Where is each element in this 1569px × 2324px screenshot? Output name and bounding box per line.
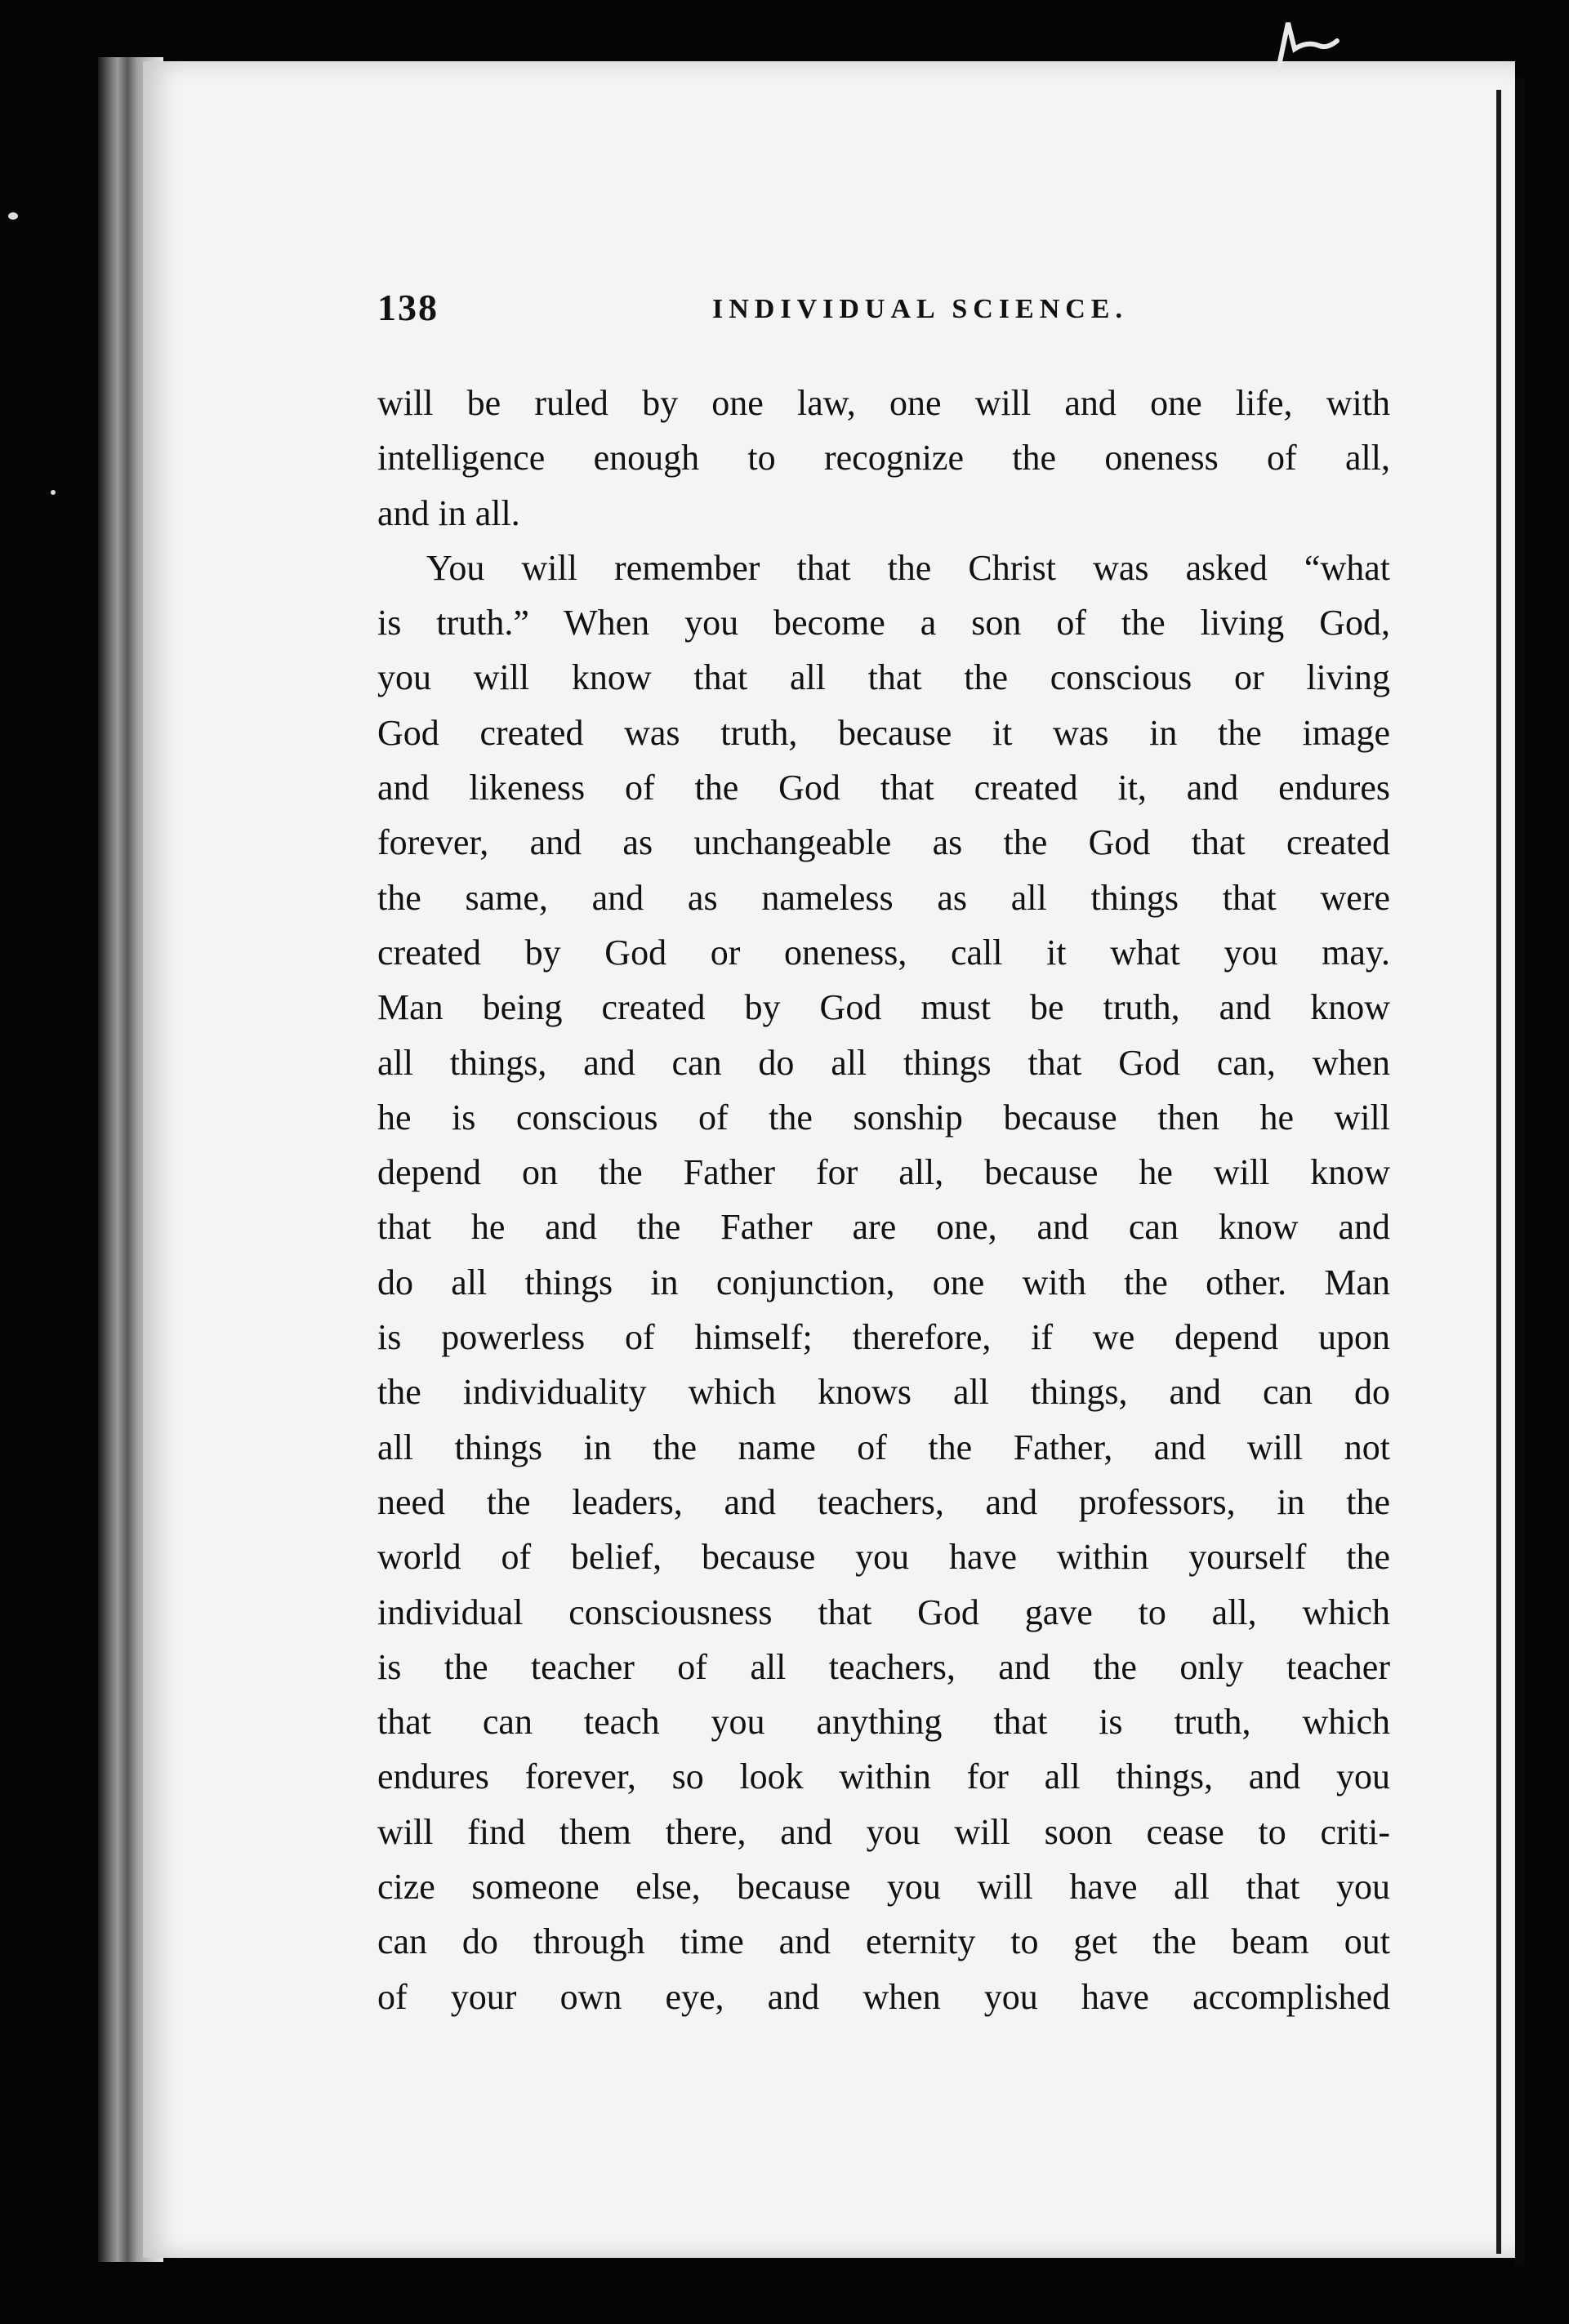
text-line: you will know that all that the conscious or living <box>377 657 1390 698</box>
text-line: endures forever, so look within for all things, and you <box>377 1756 1390 1797</box>
paragraph-start-line: You will remember that the Christ was asked “what <box>426 547 1390 588</box>
text-line: is the teacher of all teachers, and the only teacher <box>377 1646 1390 1687</box>
dust-speck <box>51 490 56 495</box>
text-line: depend on the Father for all, because he will know <box>377 1152 1390 1193</box>
running-head <box>377 286 1390 335</box>
text-line: he is conscious of the sonship because then he will <box>377 1097 1390 1138</box>
text-line: that he and the Father are one, and can know and <box>377 1207 1390 1248</box>
text-line: all things, and can do all things that God can, when <box>377 1042 1390 1083</box>
text-line: and in all. <box>377 492 520 533</box>
body-text <box>377 376 1390 2024</box>
right-page-edge <box>1515 78 1525 2266</box>
page-number: 138 <box>377 287 439 328</box>
text-line: will find them there, and you will soon cease to criti- <box>377 1811 1390 1852</box>
pen-mark-icon <box>1270 16 1344 73</box>
text-line: do all things in conjunction, one with the other. Man <box>377 1262 1390 1302</box>
text-line: cize someone else, because you will have all that you <box>377 1867 1390 1908</box>
text-line: created by God or oneness, call it what you may. <box>377 932 1390 973</box>
text-line: world of belief, because you have within yourself the <box>377 1537 1390 1578</box>
text-line: Man being created by God must be truth, and know <box>377 987 1390 1028</box>
text-line: the individuality which knows all things, and can do <box>377 1372 1390 1413</box>
text-line: all things in the name of the Father, and will not <box>377 1427 1390 1467</box>
page-edge-shadow <box>1496 90 1501 2254</box>
text-line: and likeness of the God that created it, and endures <box>377 768 1390 808</box>
text-line: will be ruled by one law, one will and one life, with <box>377 383 1390 423</box>
text-line: that can teach you anything that is truth, which <box>377 1702 1390 1743</box>
text-line: the same, and as nameless as all things that were <box>377 877 1390 918</box>
text-line: can do through time and eternity to get the beam out <box>377 1921 1390 1962</box>
text-line: individual consciousness that God gave to all, which <box>377 1592 1390 1632</box>
text-line: intelligence enough to recognize the oneness of all, <box>377 438 1390 479</box>
text-line: is powerless of himself; therefore, if we depend upon <box>377 1317 1390 1358</box>
text-line: of your own eye, and when you have accomplished <box>377 1976 1390 2017</box>
text-line: forever, and as unchangeable as the God that created <box>377 822 1390 863</box>
running-head-title: INDIVIDUAL SCIENCE. <box>712 294 1128 324</box>
text-line: need the leaders, and teachers, and professors, in the <box>377 1481 1390 1522</box>
text-line: is truth.” When you become a son of the living God, <box>377 603 1390 643</box>
text-line: God created was truth, because it was in the image <box>377 712 1390 753</box>
dust-speck <box>8 212 18 220</box>
